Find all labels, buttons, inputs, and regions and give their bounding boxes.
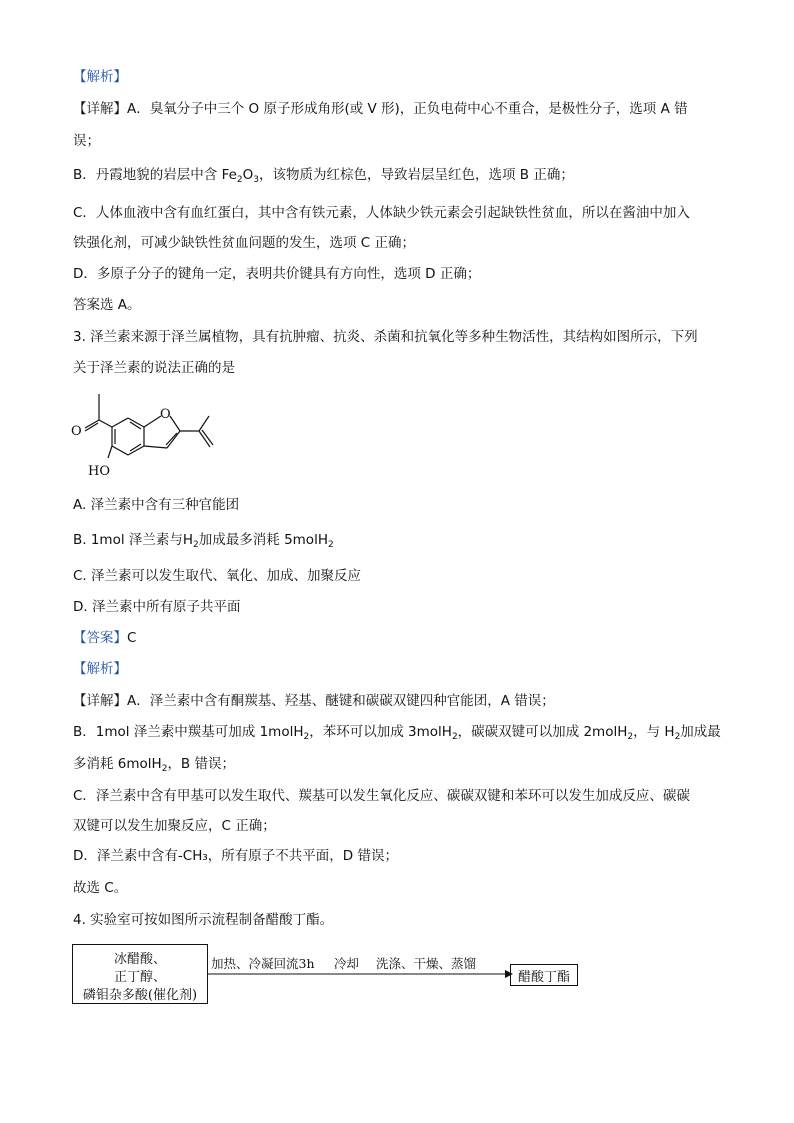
ketone-oxygen-label: O — [71, 424, 82, 439]
analysis-label: 【解析】 — [73, 69, 127, 85]
q3-detail-c1: C．泽兰素中含有甲基可以发生取代、羰基可以发生氧化反应、碳碳双键和苯环可以发生加成反应、碳碳 — [73, 788, 690, 804]
product-label: 醋酸丁酯 — [517, 970, 570, 985]
q3-option-a: A. 泽兰素中含有三种官能团 — [73, 497, 240, 513]
q2-detail-a-cont: 误； — [73, 133, 100, 149]
q3-detail-b2: 多消耗 6molH$_2$，B 错误； — [73, 756, 235, 774]
q3-detail-a: 【详解】A．泽兰素中含有酮羰基、羟基、醚键和碳碳双键四种官能团，A 错误； — [73, 693, 555, 709]
ring-oxygen-label: O — [160, 407, 171, 422]
q3-detail-b1: B．1mol 泽兰素中羰基可加成 1molH$_2$，苯环可以加成 3molH$_2$，碳碳双键可以加成 2molH$_2$，与 $H_2$加成最 — [73, 724, 721, 742]
reactant-1: 冰醋酸、 — [113, 952, 166, 967]
hydroxyl-label: HO — [88, 464, 110, 479]
step-cool: 冷却 — [334, 956, 360, 971]
q3-conclusion: 故选 C。 — [73, 880, 128, 896]
q2-detail-a: 【详解】A．臭氧分子中三个 O 原子形成角形(或 V 形)，正负电荷中心不重合，是极性分子，选项 A 错 — [73, 101, 688, 117]
q2-detail-d: D．多原子分子的键角一定，表明共价键具有方向性，选项 D 正确； — [73, 266, 481, 282]
q3-option-b: B. 1mol 泽兰素与$H_2$加成最多消耗 5molH$_2$ — [73, 532, 334, 550]
q3-stem-1: 3. 泽兰素来源于泽兰属植物，具有抗肿瘤、抗炎、杀菌和抗氧化等多种生物活性，其结构如图所示，下列 — [73, 329, 698, 345]
q3-option-c: C. 泽兰素可以发生取代、氧化、加成、加聚反应 — [73, 568, 362, 584]
q2-detail-b: B．丹霞地貌的岩层中含 $Fe_2O_3$，该物质为红棕色，导致岩层呈红色，选项 B 正确； — [73, 167, 574, 185]
step-heat-reflux: 加热、冷凝回流3h — [211, 956, 315, 971]
q3-analysis-label: 【解析】 — [73, 661, 127, 677]
preparation-flowchart — [72, 944, 592, 1008]
q3-answer: 【答案】C — [73, 630, 137, 646]
q2-answer: 答案选 A。 — [73, 297, 141, 313]
q3-detail-c2: 双键可以发生加聚反应，C 正确； — [73, 818, 276, 834]
catalyst: 磷钼杂多酸(催化剂) — [82, 988, 198, 1003]
q3-option-d: D. 泽兰素中所有原子共平面 — [73, 599, 241, 615]
step-wash-dry-distill: 洗涤、干燥、蒸馏 — [376, 956, 477, 971]
q4-stem: 4. 实验室可按如图所示流程制备醋酸丁酯。 — [73, 912, 334, 928]
q3-stem-2: 关于泽兰素的说法正确的是 — [73, 360, 235, 376]
q2-detail-c2: 铁强化剂，可减少缺铁性贫血问题的发生，选项 C 正确； — [73, 235, 416, 251]
q3-detail-d: D．泽兰素中含有-CH₃，所有原子不共平面，D 错误； — [73, 848, 398, 864]
reactant-2: 正丁醇、 — [113, 970, 166, 985]
zelanin-structure — [70, 386, 280, 486]
q2-detail-c1: C．人体血液中含有血红蛋白，其中含有铁元素，人体缺少铁元素会引起缺铁性贫血，所以在酱油中加入 — [73, 205, 690, 221]
